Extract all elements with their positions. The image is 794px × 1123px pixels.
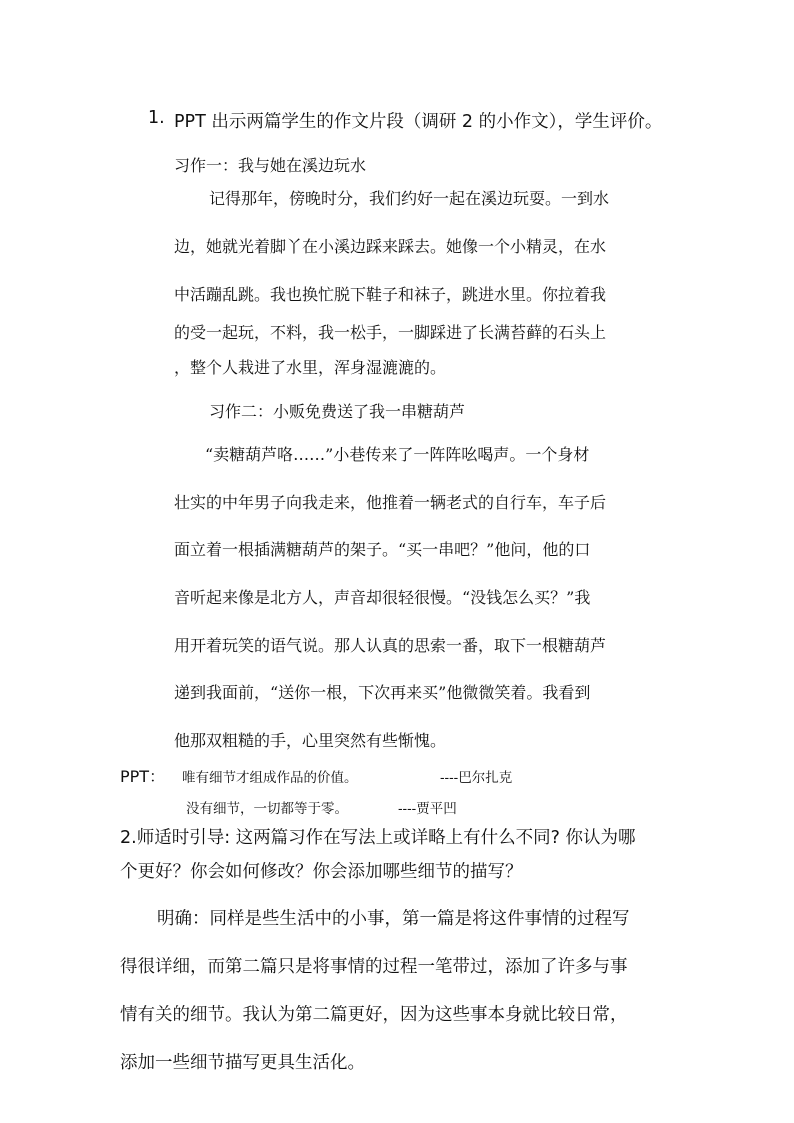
ppt-label: PPT： (120, 767, 166, 786)
essay1-line: 记得那年，傍晚时分，我们约好一起在溪边玩耍。一到水 (209, 189, 610, 208)
essay1-line: 的受一起玩，不料，我一松手，一脚踩进了长满苔藓的石头上 (174, 323, 607, 342)
section1-heading: PPT 出示两篇学生的作文片段（调研 2 的小作文），学生评价。 (174, 112, 663, 132)
answer-line: 明确：同样是些生活中的小事，第一篇是将这件事情的过程写 (157, 909, 630, 929)
essay2-line: 面立着一根插满糖葫芦的架子。“买一串吧？”他问，他的口 (174, 540, 591, 559)
essay2-line: 用开着玩笑的语气说。那人认真的思索一番，取下一根糖葫芦 (174, 636, 607, 655)
ppt-author-1: ----巴尔扎克 (440, 770, 513, 786)
ppt-author-2: ----贾平凹 (398, 801, 457, 817)
essay2-title: 习作二：小贩免费送了我一串糖葫芦 (209, 402, 466, 421)
essay1-line: ，整个人栽进了水里，浑身湿漉漉的。 (174, 358, 447, 377)
section2-line-1: 2.师适时引导: 这两篇习作在写法上或详略上有什么不同? 你认为哪 (120, 828, 636, 848)
essay2-line: 他那双粗糙的手，心里突然有些惭愧。 (174, 731, 447, 750)
section2-line-2: 个更好？你会如何修改？你会添加哪些细节的描写？ (120, 862, 523, 882)
answer-line: 添加一些细节描写更具生活化。 (120, 1053, 365, 1073)
answer-line: 得很详细，而第二篇只是将事情的过程一笔带过，添加了许多与事 (120, 957, 628, 977)
essay2-line: 音听起来像是北方人，声音却很轻很慢。“没钱怎么买？”我 (174, 588, 591, 607)
essay1-line: 中活蹦乱跳。我也换忙脱下鞋子和袜子，跳进水里。你拉着我 (174, 285, 607, 304)
essay2-line: “卖糖葫芦咯……”小巷传来了一阵阵吆喝声。一个身材 (205, 445, 590, 464)
answer-line: 情有关的细节。我认为第二篇更好，因为这些事本身就比较日常， (120, 1005, 628, 1025)
essay1-line: 边，她就光着脚丫在小溪边踩来踩去。她像一个小精灵，在水 (174, 237, 607, 256)
ppt-quote-2: 没有细节，一切都等于零。 (186, 801, 348, 817)
section1-number: 1. (148, 108, 165, 128)
essay2-line: 壮实的中年男子向我走来，他推着一辆老式的自行车，车子后 (174, 493, 607, 512)
ppt-quote-1: 唯有细节才组成作品的价值。 (182, 770, 358, 786)
essay2-line: 递到我面前，“送你一根，下次再来买”他微微笑着。我看到 (174, 683, 591, 702)
essay1-title: 习作一：我与她在溪边玩水 (174, 156, 367, 175)
